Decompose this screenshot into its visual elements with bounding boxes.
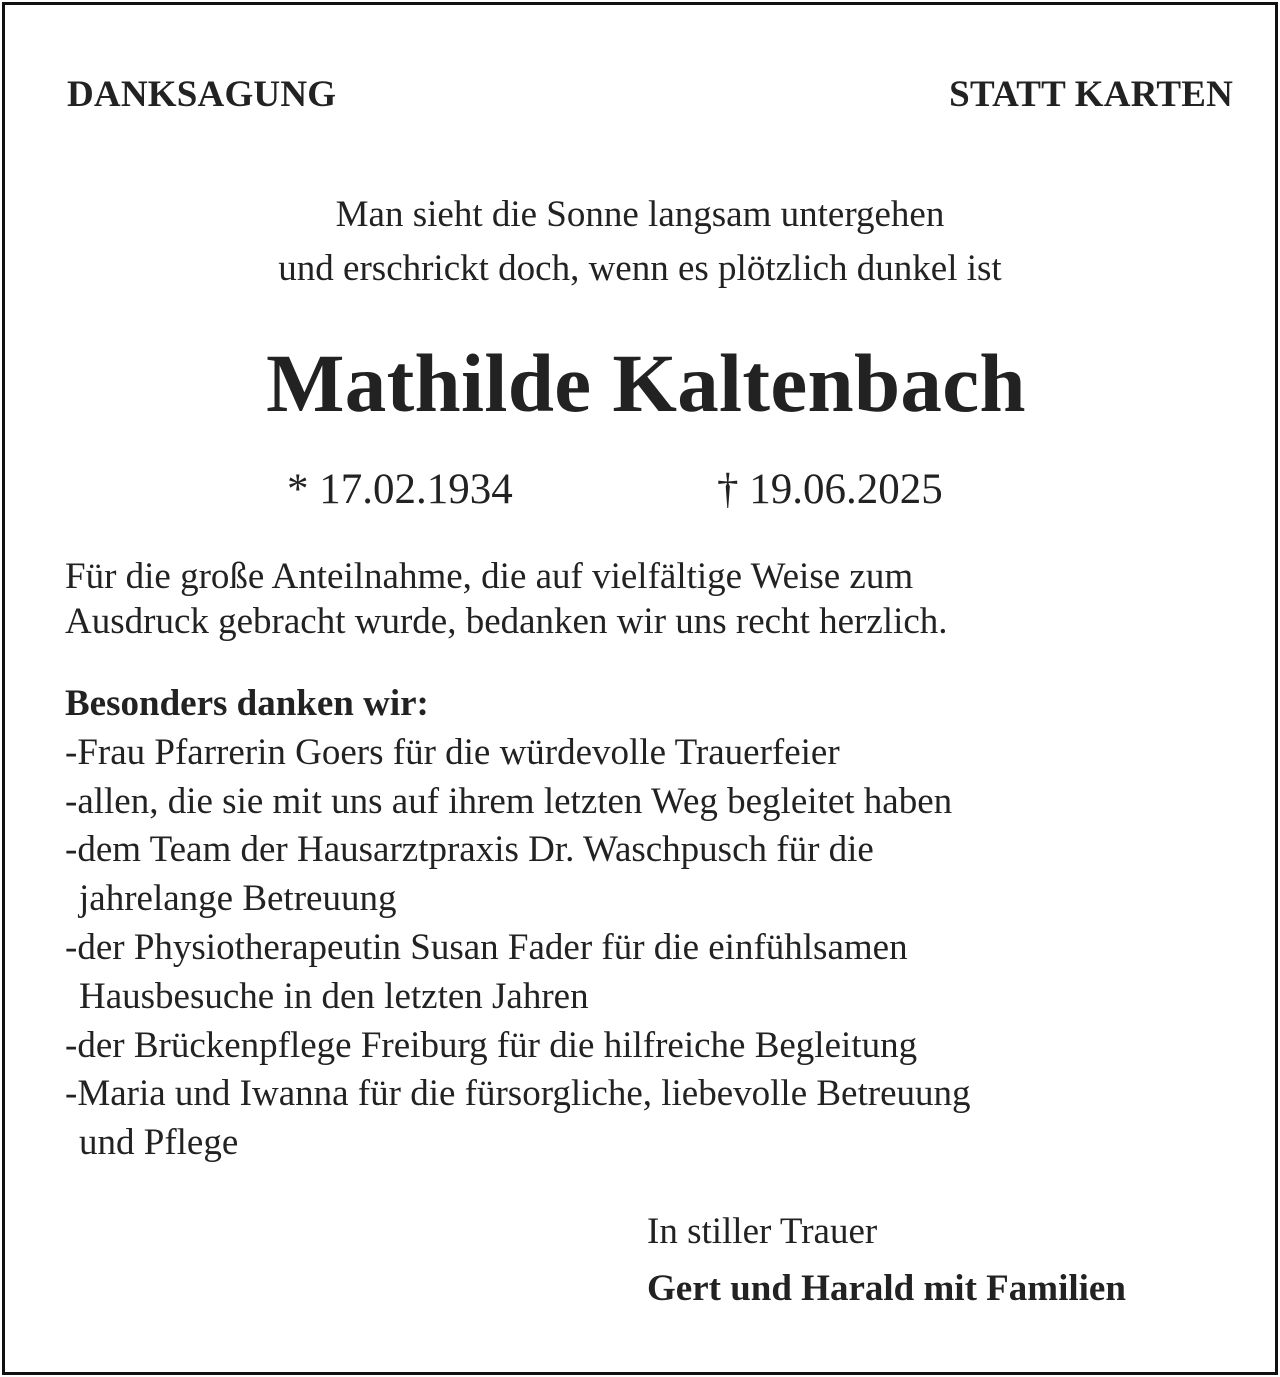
list-item: -der Brückenpflege Freiburg für die hilfreiche Begleitung: [65, 1024, 918, 1066]
thanks-line-2: Ausdruck gebracht wurde, bedanken wir uns recht herzlich.: [65, 601, 948, 642]
list-item: -allen, die sie mit uns auf ihrem letzten Weg begleitet haben: [65, 780, 953, 822]
header-danksagung: DANKSAGUNG: [67, 74, 337, 115]
list-item-continuation: und Pflege: [79, 1122, 239, 1164]
list-item: -Frau Pfarrerin Goers für die würdevolle Trauerfeier: [65, 731, 840, 773]
signatories: Gert und Harald mit Familien: [647, 1268, 1126, 1309]
birth-date: * 17.02.1934: [287, 466, 513, 513]
closing-line: In stiller Trauer: [647, 1211, 878, 1252]
quote-line-2: und erschrickt doch, wenn es plötzlich dunkel ist: [278, 248, 1002, 289]
obituary-notice-frame: [2, 2, 1278, 1375]
list-item: -dem Team der Hausarztpraxis Dr. Waschpusch für die: [65, 829, 874, 871]
death-date: † 19.06.2025: [717, 466, 943, 513]
special-thanks-heading: Besonders danken wir:: [65, 683, 429, 724]
list-item-continuation: jahrelange Betreuung: [79, 878, 397, 920]
list-item-continuation: Hausbesuche in den letzten Jahren: [79, 975, 589, 1017]
list-item: -der Physiotherapeutin Susan Fader für die einfühlsamen: [65, 926, 908, 968]
list-item: -Maria und Iwanna für die fürsorgliche, liebevolle Betreuung: [65, 1073, 971, 1115]
thanks-line-1: Für die große Anteilnahme, die auf vielfältige Weise zum: [65, 556, 914, 597]
header-statt-karten: STATT KARTEN: [949, 74, 1233, 115]
special-thanks-list: [65, 680, 971, 1168]
quote-line-1: Man sieht die Sonne langsam untergehen: [335, 194, 945, 235]
deceased-name: Mathilde Kaltenbach: [266, 337, 1026, 429]
